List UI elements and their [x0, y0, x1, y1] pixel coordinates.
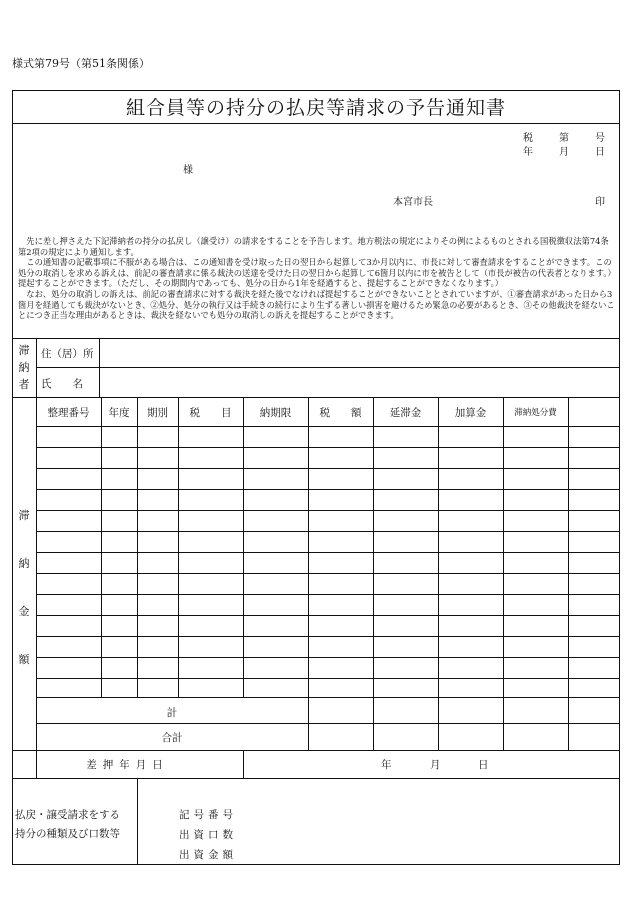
- notice-paragraph: この通知書の記載事項に不服がある場合は、この通知書を受け取った日の翌日から起算して3か月以内に、市長に対して審査請求をすることができます。この処分の取消しを求める訴えは、前記の審査請求に係る裁決の送達を受けた日の翌日から起算して6箇月以内に市を被告として（市長が被告の代表者となります。）提起することができます。（ただし、その期間内であっても、処分の日から1年を経過すると、提起することができなくなります。）: [18, 257, 616, 289]
- grid-line: [36, 615, 620, 616]
- total-label: 合計: [161, 732, 183, 744]
- share-item: 出資口数: [179, 829, 237, 841]
- grid-line: [36, 552, 620, 553]
- amount-label: 滞 納 金 額: [18, 509, 30, 666]
- grid-line: [36, 678, 620, 679]
- share-item: 記号番号: [179, 809, 237, 821]
- grid-line: [36, 510, 620, 511]
- date-month-char: 月: [559, 147, 569, 158]
- grid-line: [243, 397, 244, 697]
- grid-line: [36, 426, 620, 427]
- notice-text: [18, 236, 616, 321]
- grid-line: [36, 468, 620, 469]
- name-label: 氏 名: [41, 378, 83, 390]
- document-title: 組合員等の持分の払戻等請求の予告通知書: [125, 97, 506, 119]
- grid-line: [36, 531, 620, 532]
- column-header: 年度: [108, 407, 130, 419]
- form-frame: [12, 90, 620, 865]
- column-header: 税 目: [189, 407, 232, 419]
- seizure-date-label: 差押年月日: [86, 759, 169, 771]
- grid-line: [36, 594, 620, 595]
- seal-mark: 印: [595, 197, 605, 208]
- grid-line: [12, 750, 620, 751]
- tax-dai-char: 第: [559, 133, 569, 144]
- seizure-day-char: 日: [478, 759, 489, 771]
- taxpayer-label: 滞 納 者: [18, 344, 30, 391]
- grid-line: [137, 397, 138, 697]
- grid-line: [36, 723, 620, 724]
- grid-line: [36, 697, 620, 698]
- share-items: [179, 805, 237, 865]
- column-header: 税 額: [319, 407, 362, 419]
- grid-line: [36, 657, 620, 658]
- grid-line: [36, 489, 620, 490]
- date-year-char: 年: [523, 147, 533, 158]
- addressee-suffix: 様: [183, 165, 193, 176]
- column-header: 期別: [147, 407, 168, 419]
- share-label: 払戻・譲受請求をする 持分の種類及び口数等: [15, 809, 120, 840]
- grid-line: [178, 397, 179, 697]
- column-header: 滞納処分費: [514, 408, 557, 418]
- date-day-char: 日: [595, 147, 605, 158]
- grid-line: [308, 397, 309, 697]
- grid-line: [36, 573, 620, 574]
- address-label: 住（居）所: [41, 348, 94, 360]
- form-number: 様式第79号（第51条関係）: [12, 57, 150, 70]
- issuer-name: 本宮市長: [393, 197, 433, 208]
- column-header: 整理番号: [47, 407, 90, 419]
- notice-paragraph: なお、処分の取消しの訴えは、前記の審査請求に対する裁決を経た後でなければ提起することができないこととされていますが、①審査請求があった日から3箇月を経過しても裁決がないとき、②処分、処分の執行又は手続きの続行により生ずる著しい損害を避けるため緊急の必要があるとき、③その他裁決を経ないことにつき正当な理由があるときは、裁決を経ないでも処分の取消しの訴えを提起することができます。: [18, 288, 615, 321]
- column-header: 加算金: [454, 407, 487, 419]
- title-divider: [12, 123, 620, 124]
- tax-char: 税: [523, 133, 533, 144]
- grid-line: [36, 447, 620, 448]
- seizure-year-char: 年: [381, 759, 392, 771]
- tax-go-char: 号: [595, 133, 605, 144]
- column-header: 延滞金: [389, 407, 422, 419]
- subtotal-label: 計: [166, 707, 178, 719]
- notice-paragraph: 先に差し押さえた下記滞納者の持分の払戻し（譲受け）の請求をすることを予告します。地方税法の規定によりその例によるものとされる国税徴収法第74条第2項の規定により通知します。: [18, 236, 609, 257]
- grid-line: [101, 397, 102, 697]
- column-header: 納期限: [259, 407, 292, 419]
- seizure-month-char: 月: [430, 759, 441, 771]
- grid-line: [36, 636, 620, 637]
- share-item: 出資金額: [179, 849, 237, 861]
